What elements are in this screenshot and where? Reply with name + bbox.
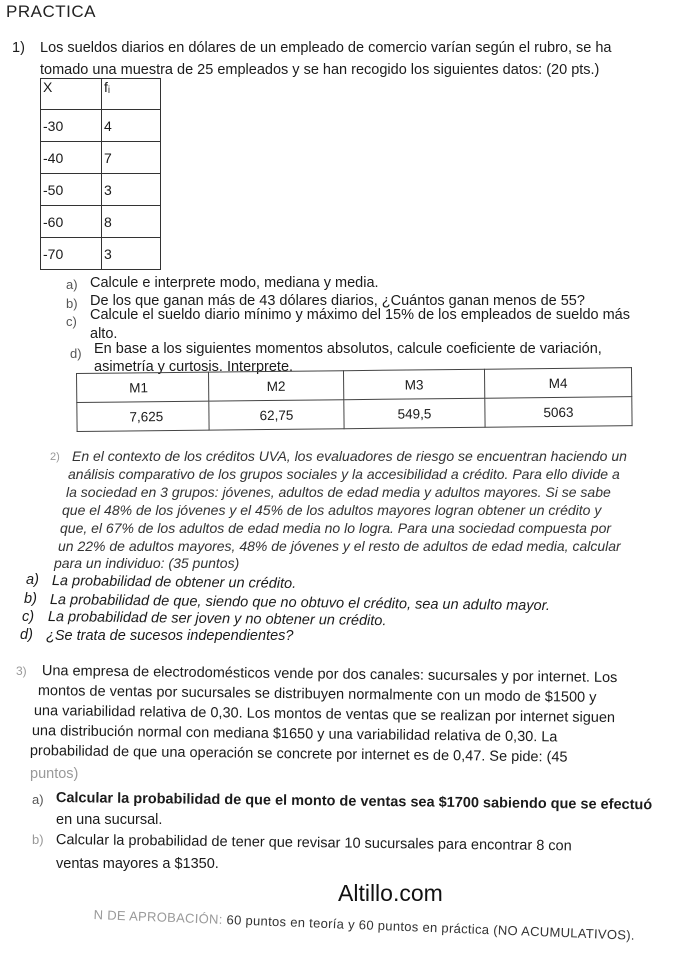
footer-prefix: N DE APROBACIÓN: [93,907,223,927]
q1-item-b-text: De los que ganan más de 43 dólares diarios, ¿Cuántos ganan menos de 55? [90,293,585,309]
q2-item-a-text: La probabilidad de obtener un crédito. [51,573,297,592]
table-cell-fi: 7 [102,142,161,174]
q3-item-b-text2: ventas mayores a $1350. [56,856,219,872]
q3-line: probabilidad de que una operación se concrete por internet es de 0,47. Se pide: (45 [29,743,568,766]
q2-item-d-text: ¿Se trata de sucesos independientes? [46,628,294,644]
moment-header: M2 [208,371,343,401]
q3-line: una distribución normal con mediana $1650 y una variabilidad relativa de 0,30. La [31,723,558,746]
moment-header: M3 [343,369,484,399]
table-row [41,206,161,238]
q1-item-b-label: b) [66,296,78,311]
frequency-table [40,78,161,270]
table-cell-x: -40 [41,142,102,174]
header-fi: fᵢ [102,79,161,110]
q2-line: En el contexto de los créditos UVA, los evaluadores de riesgo se encuentran haciendo un [72,448,627,464]
table-cell-x: -70 [41,238,102,270]
q2-line: análisis comparativo de los grupos sociales y la accesibilidad a crédito. Para ello divide a [68,466,620,482]
moment-value: 549,5 [344,398,485,428]
q3-item-a-text: Calcular la probabilidad de que el monto de ventas sea $1700 sabiendo que se efectuó [55,790,653,814]
q2-item-c-text: La probabilidad de ser joven y no obtener un crédito. [47,609,387,630]
moment-value: 5063 [485,397,632,428]
watermark: Altillo.com [338,880,443,906]
q2-line: que, el 67% de los adultos de edad media no lo logra. Para una sociedad compuesta por [60,520,612,536]
q3-number: 3) [16,664,27,678]
page-title: PRACTICA [6,2,96,21]
q3-line: montos de ventas por sucursales se distribuyen normalmente con un modo de $1500 y [37,683,597,706]
moments-values-row [77,397,632,432]
table-cell-x: -30 [41,110,102,142]
q1-text-line1: Los sueldos diarios en dólares de un empleado de comercio varían según el rubro, se ha [40,40,612,56]
q2-line: para un individuo: (35 puntos) [54,555,240,571]
table-cell-fi: 4 [102,110,161,142]
q3-item-a-label: a) [32,792,44,807]
moment-header: M4 [484,368,631,399]
table-cell-x: -50 [41,174,102,206]
q3-line: Una empresa de electrodomésticos vende por dos canales: sucursales y por internet. Los [41,663,618,687]
header-x: X [41,79,102,110]
table-row [41,238,161,270]
q2-line: que el 48% de los jóvenes y el 45% de los adultos mayores logran obtener un crédito y [62,502,602,518]
table-cell-fi: 3 [102,238,161,270]
table-row [41,142,161,174]
q2-item-c-label: c) [22,609,35,625]
q2-item-b-label: b) [24,591,37,607]
table-cell-x: -60 [41,206,102,238]
q3-line: puntos) [30,766,79,782]
q2-item-b-text: La probabilidad de que, siendo que no obtuvo el crédito, sea un adulto mayor. [49,592,551,615]
q1-text-line2: tomado una muestra de 25 empleados y se han recogido los siguientes datos: (20 pts.) [40,62,600,78]
q1-item-a-text: Calcule e interprete modo, mediana y media. [90,275,379,291]
footer-note [93,907,635,943]
q1-item-d-text2: asimetría y curtosis. Interprete. [94,359,294,375]
q1-item-c-text: Calcule el sueldo diario mínimo y máximo del 15% de los empleados de sueldo más [90,307,630,323]
q1-item-c-label: c) [66,314,77,329]
moment-value: 7,625 [77,401,209,431]
q3-item-b-label: b) [32,832,44,847]
q3-item-b-text: Calcular la probabilidad de tener que revisar 10 sucursales para encontrar 8 con [55,832,572,855]
moment-header: M1 [77,372,209,402]
frequency-table-header [41,79,161,110]
table-row [41,110,161,142]
table-row [41,174,161,206]
q2-item-d-label: d) [20,627,33,643]
q2-line: la sociedad en 3 grupos: jóvenes, adultos de edad media y adultos mayores. Si se sabe [66,484,611,500]
moment-value: 62,75 [209,400,344,430]
q1-item-d-text: En base a los siguientes momentos absolutos, calcule coeficiente de variación, [94,341,602,357]
table-cell-fi: 3 [102,174,161,206]
moments-table [76,367,633,432]
q2-item-a-label: a) [26,572,39,588]
q1-item-d-label: d) [70,346,82,361]
q2-line: un 22% de adultos mayores, 48% de jóvenes y el resto de adultos de edad media, calcular [58,538,621,554]
footer-text: 60 puntos en teoría y 60 puntos en práctica (NO ACUMULATIVOS). [226,912,636,943]
q3-line: una variabilidad relativa de 0,30. Los montos de ventas que se realizan por internet siguen [33,703,616,727]
q1-item-a-label: a) [66,277,78,292]
q3-item-a-text2: en una sucursal. [56,812,163,828]
q1-item-c-text2: alto. [90,326,118,342]
q2-number: 2) [50,451,60,463]
table-cell-fi: 8 [102,206,161,238]
q1-number: 1) [12,40,25,56]
